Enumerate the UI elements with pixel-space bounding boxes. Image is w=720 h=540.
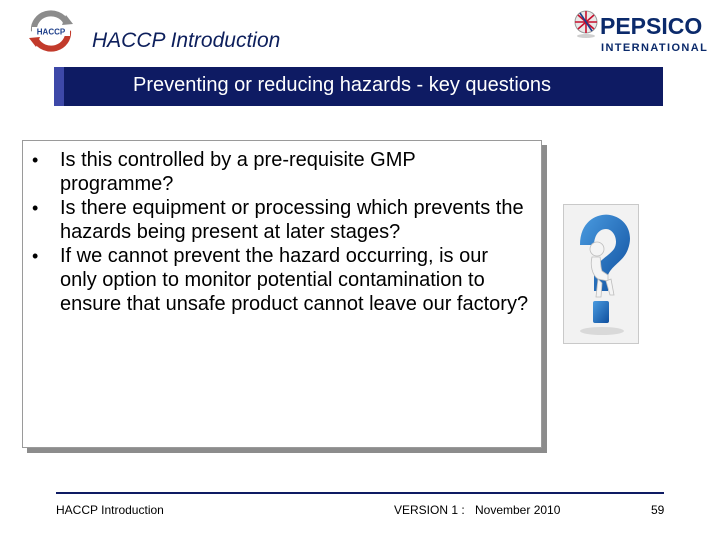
page-title: HACCP Introduction [92, 29, 281, 52]
footer-version: VERSION 1 : [394, 503, 465, 517]
haccp-logo [26, 10, 76, 52]
bullet-dot: • [32, 246, 39, 266]
bullet-text: Is there equipment or processing which prevents the hazards being present at later stages? [60, 197, 524, 243]
brand-name: PEPSICO [600, 13, 703, 39]
bullet-dot: • [32, 198, 39, 218]
footer-title: HACCP Introduction [56, 503, 164, 517]
bullet-dot: • [32, 150, 39, 170]
bullet-item [29, 196, 529, 244]
footer-divider [56, 492, 664, 494]
bullet-item [29, 148, 529, 196]
page-number: 59 [651, 503, 665, 517]
pepsico-logo [573, 9, 709, 57]
question-figure-image [563, 204, 639, 344]
bullet-text: If we cannot prevent the hazard occurring, is our only option to monitor potential contamination to ensure that unsafe product cannot leave our factory? [60, 245, 529, 315]
content-box [22, 140, 542, 448]
pepsico-globe-icon [573, 9, 599, 39]
banner-accent [54, 67, 64, 106]
question-mark-figure-icon [564, 205, 638, 343]
banner-heading: Preventing or reducing hazards - key questions [133, 74, 552, 96]
svg-text:HACCP: HACCP [36, 27, 66, 37]
bullet-text: Is this controlled by a pre-requisite GMP programme? [60, 149, 416, 195]
footer-date: November 2010 [475, 503, 561, 517]
bullet-list [29, 148, 529, 316]
brand-subtitle: INTERNATIONAL [601, 42, 709, 54]
section-banner [54, 67, 663, 106]
bullet-item [29, 244, 529, 316]
